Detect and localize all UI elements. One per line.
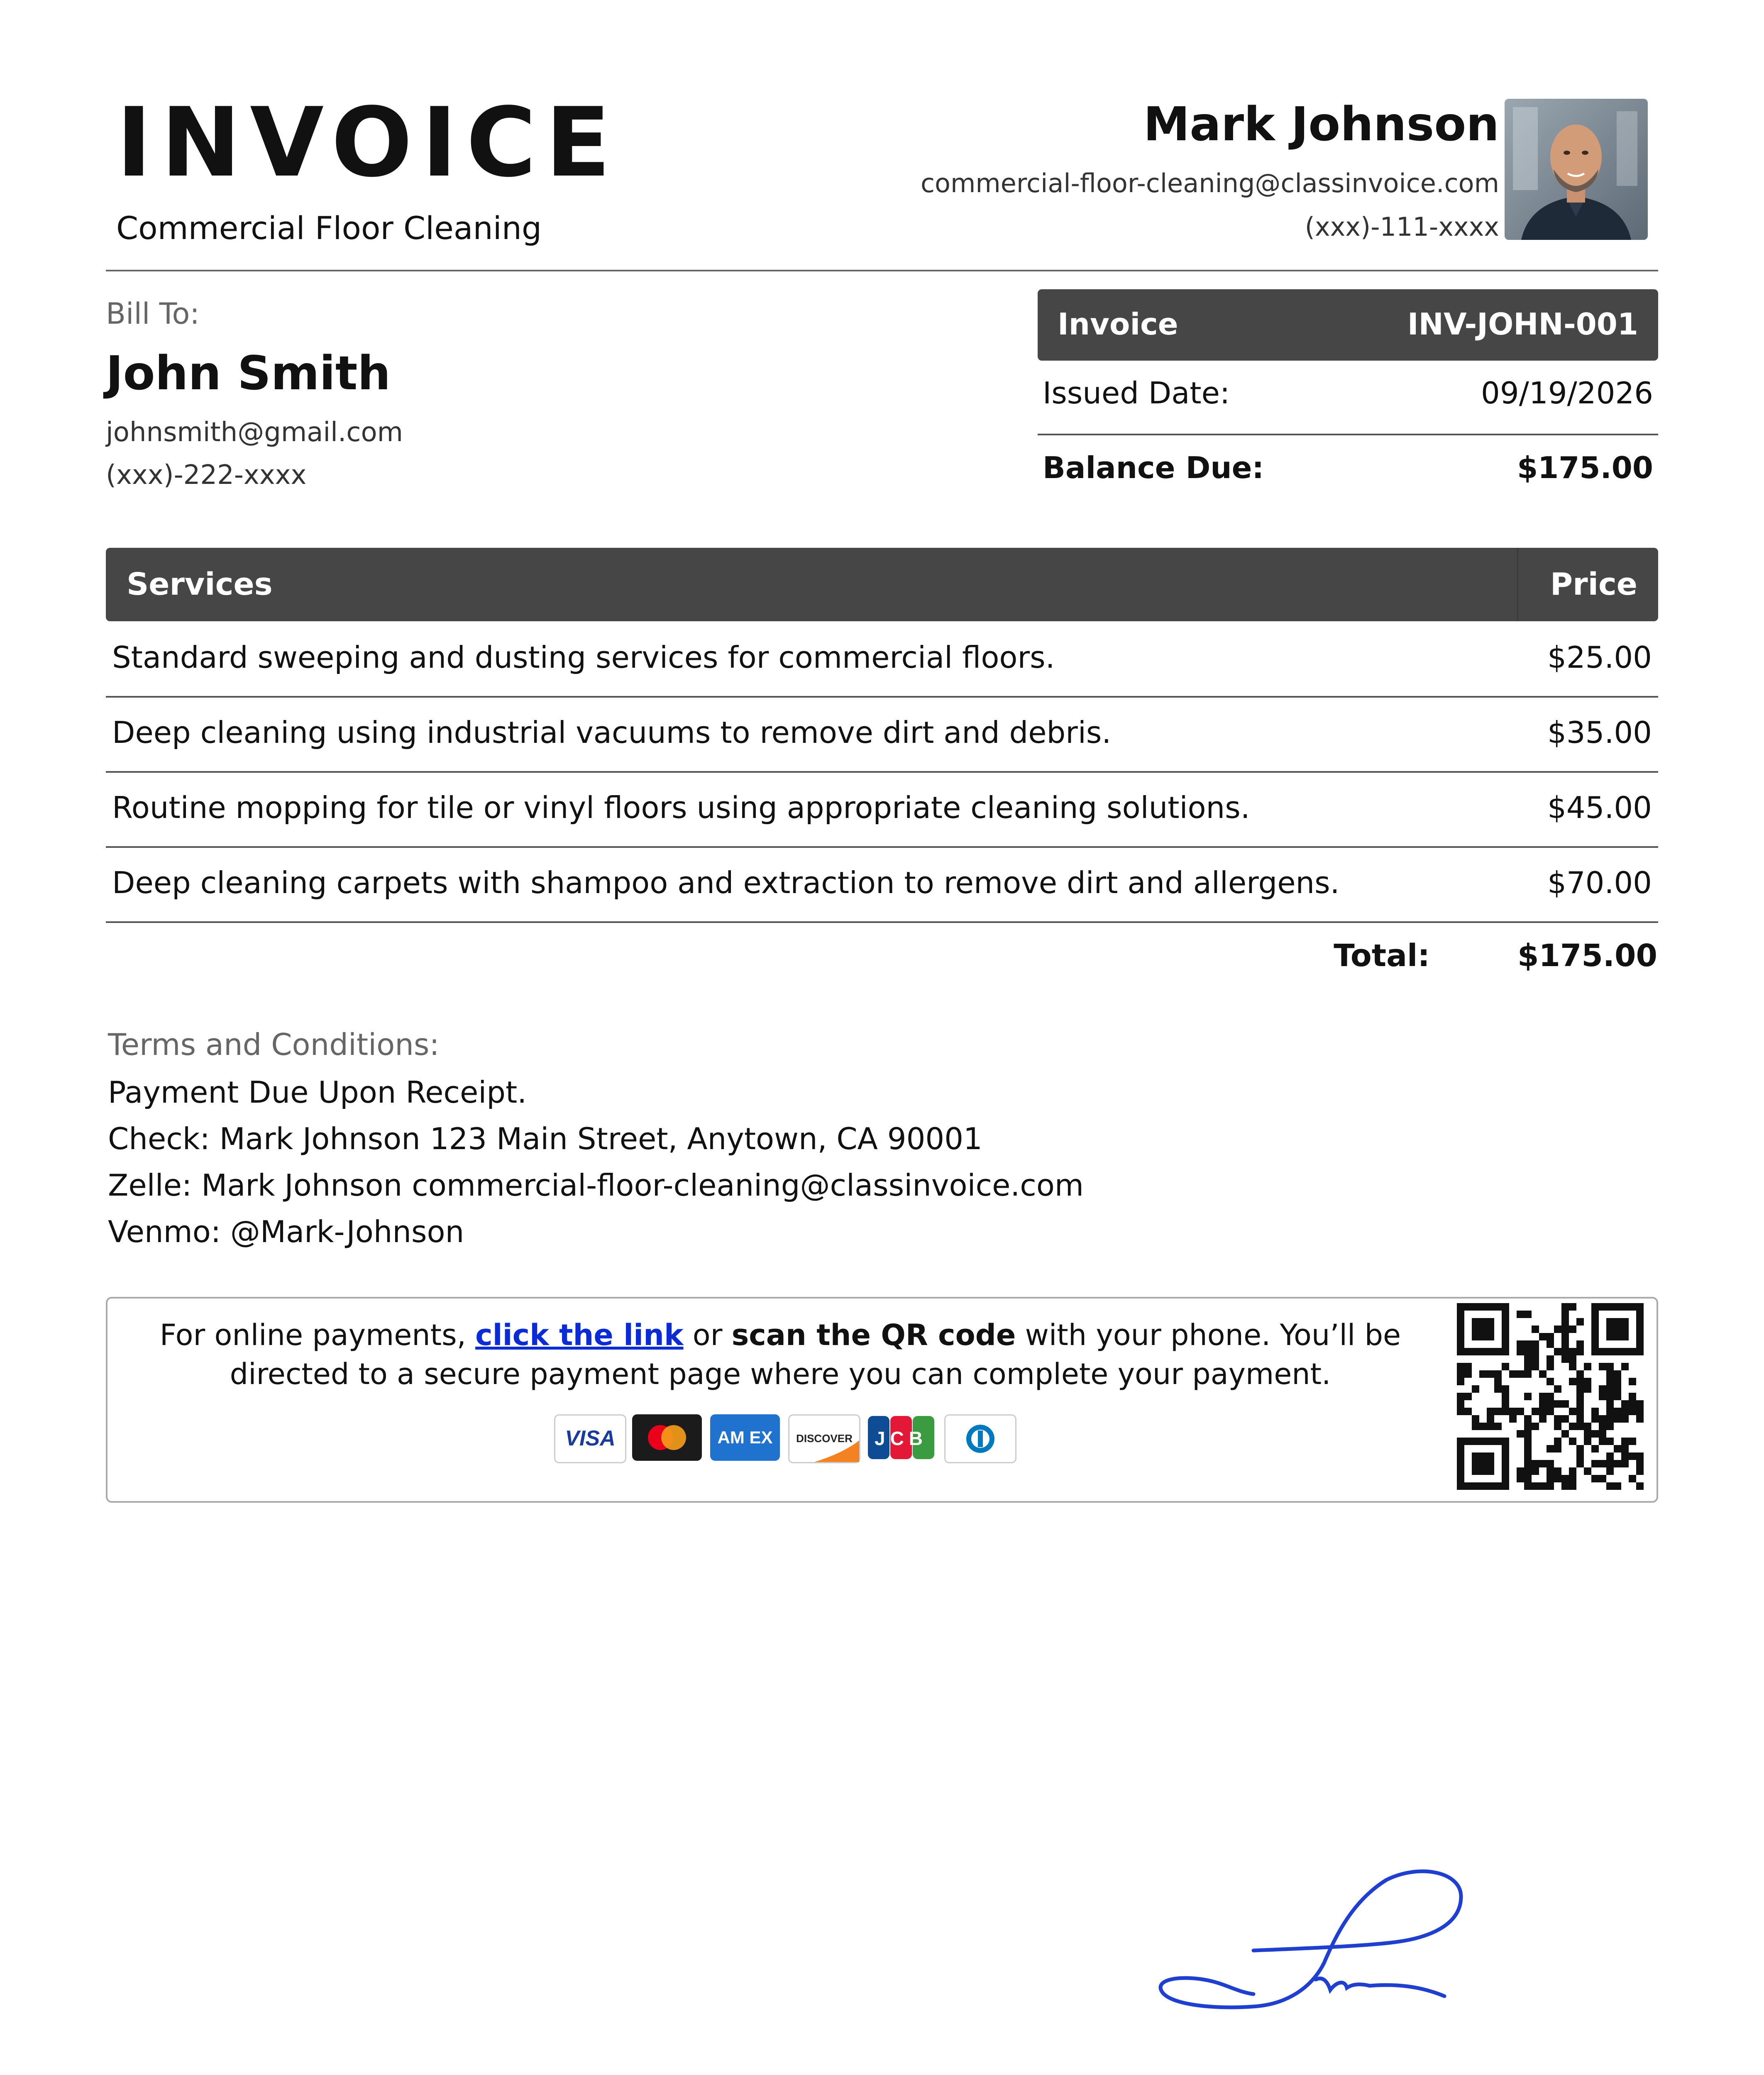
issued-date-value: 09/19/2026 [1481, 376, 1653, 410]
jcb-card-label: JCB [874, 1428, 928, 1449]
discover-card-label: DISCOVER [796, 1432, 853, 1445]
invoice-title: INVOICE [116, 88, 620, 198]
visa-card-icon [554, 1414, 626, 1463]
client-phone: (xxx)-222-xxxx [106, 460, 307, 491]
balance-due-label: Balance Due: [1043, 450, 1264, 485]
invoice-label: Invoice [1058, 307, 1178, 342]
service-price: $25.00 [1547, 640, 1652, 675]
discover-card-icon [788, 1414, 860, 1463]
sender-phone: (xxx)-111-xxxx [1305, 212, 1499, 242]
meta-divider [1038, 434, 1658, 435]
visa-card-label: VISA [565, 1426, 616, 1450]
qr-instruction: scan the QR code [731, 1318, 1016, 1352]
terms-line: Venmo: @Mark-Johnson [108, 1214, 464, 1249]
sender-email: commercial-floor-cleaning@classinvoice.com [920, 168, 1499, 198]
services-column-header: Services [127, 566, 273, 602]
online-payment-text [116, 1316, 1444, 1394]
payment-text-part: with your phone. You’ll be directed to a secure payment page where you can complete your payment. [230, 1318, 1401, 1391]
issued-date-label: Issued Date: [1043, 376, 1230, 410]
services-table-header [106, 548, 1658, 621]
business-type: Commercial Floor Cleaning [116, 210, 542, 247]
invoice-number-bar [1038, 289, 1658, 361]
payment-link[interactable]: click the link [475, 1318, 684, 1352]
table-row [106, 621, 1658, 698]
terms-line: Zelle: Mark Johnson commercial-floor-cleaning@classinvoice.com [108, 1168, 1084, 1203]
amex-card-label: AM EX [717, 1428, 773, 1447]
balance-due-value: $175.00 [1517, 450, 1653, 485]
service-description: Routine mopping for tile or vinyl floors using appropriate cleaning solutions. [112, 790, 1250, 825]
terms-label: Terms and Conditions: [108, 1027, 440, 1062]
invoice-number: INV-JOHN-001 [1407, 307, 1638, 342]
mastercard-icon [632, 1414, 702, 1461]
table-row [106, 771, 1658, 848]
price-column-header: Price [1550, 566, 1637, 602]
client-email: johnsmith@gmail.com [106, 417, 403, 448]
column-divider [1517, 548, 1518, 621]
terms-line: Payment Due Upon Receipt. [108, 1075, 527, 1110]
service-price: $70.00 [1547, 865, 1652, 900]
header-divider [106, 270, 1658, 271]
table-row [106, 696, 1658, 773]
sender-name: Mark Johnson [1143, 98, 1499, 151]
signature [1129, 1847, 1565, 2046]
bill-to-label: Bill To: [106, 297, 200, 331]
payment-text-part: or [683, 1318, 732, 1352]
total-label: Total: [1334, 938, 1430, 974]
payment-text-part: For online payments, [159, 1318, 476, 1352]
amex-card-icon [710, 1414, 780, 1461]
diners-club-card-icon [944, 1414, 1016, 1463]
service-price: $35.00 [1547, 715, 1652, 750]
total-value: $175.00 [1517, 938, 1657, 974]
terms-line: Check: Mark Johnson 123 Main Street, Anytown, CA 90001 [108, 1121, 982, 1156]
table-row [106, 847, 1658, 923]
service-description: Deep cleaning using industrial vacuums to remove dirt and debris. [112, 715, 1112, 750]
service-description: Standard sweeping and dusting services for commercial floors. [112, 640, 1055, 675]
sender-avatar [1505, 99, 1648, 240]
service-description: Deep cleaning carpets with shampoo and extraction to remove dirt and allergens. [112, 865, 1340, 900]
jcb-card-icon [866, 1414, 936, 1461]
client-name: John Smith [106, 347, 391, 400]
payment-qr-code[interactable] [1457, 1303, 1644, 1490]
service-price: $45.00 [1547, 790, 1652, 825]
